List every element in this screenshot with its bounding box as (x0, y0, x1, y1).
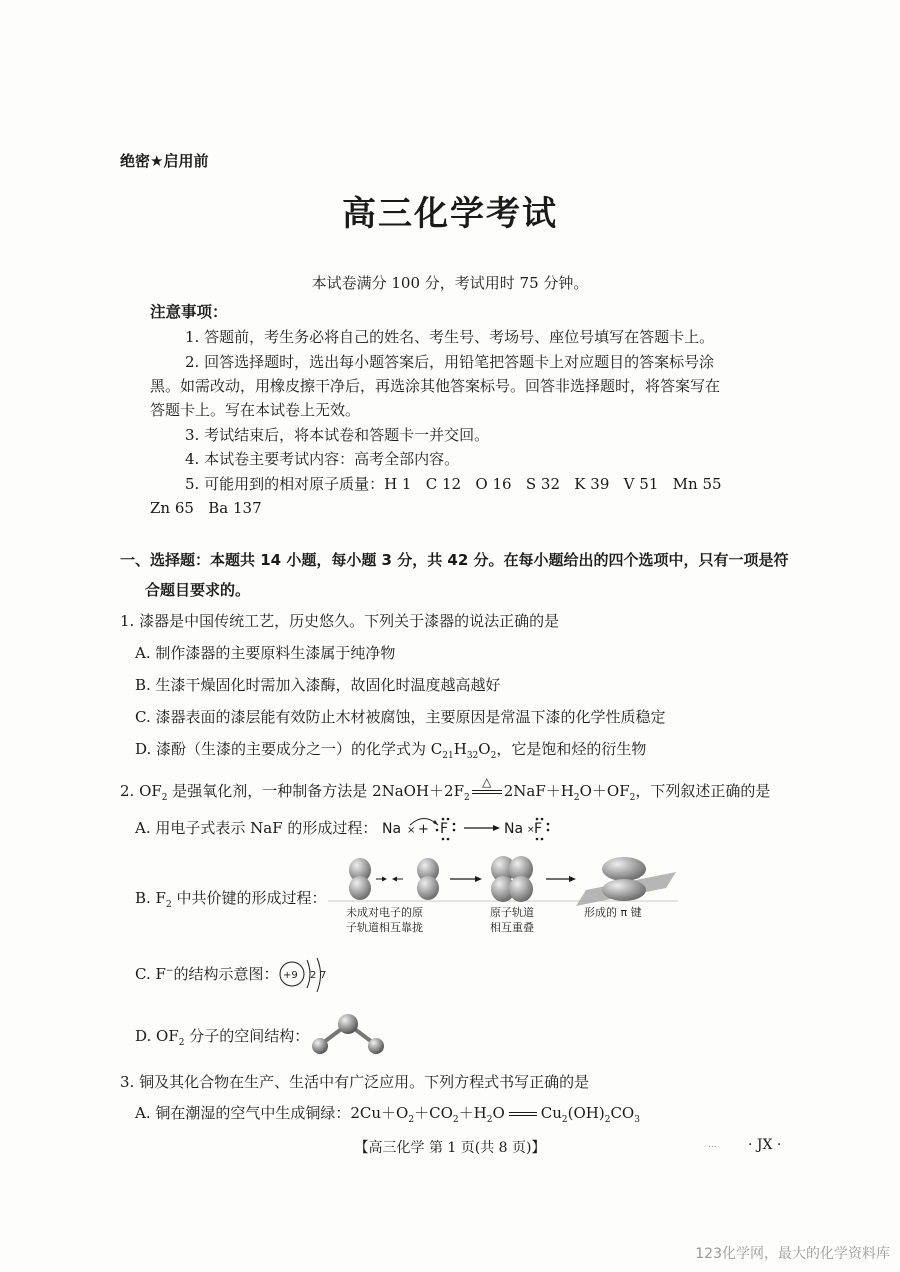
p-orbital-lobe (417, 876, 439, 900)
na-symbol: Na (382, 821, 402, 837)
question-3-stem: 3. 铜及其化合物在生产、生活中有广泛应用。下列方程式书写正确的是 (120, 1073, 590, 1091)
question-2-option-d: D. $OF_2$ 分子的空间结构： (135, 1027, 310, 1048)
f-ion-structure-diagram (277, 956, 329, 996)
notice-item-5: 5. 可能用到的相对原子质量：H 1 C 12 O 16 S 32 K 39 V 51 Mn 55 (185, 475, 722, 493)
f-product: F (534, 821, 543, 837)
f-dot (447, 818, 450, 821)
na-product: Na (504, 821, 524, 837)
question-2-option-a: A. 用电子式表示 NaF 的形成过程： (135, 819, 378, 837)
notice-item-5-cont: Zn 65 Ba 137 (150, 499, 262, 517)
notice-item-2: 2. 回答选择题时，选出每小题答案后，用铅笔把答题卡上对应题目的答案标号涂 (185, 353, 715, 371)
caption-stage-2: 原子轨道 (490, 906, 534, 919)
pi-bond-lobe-upper (602, 857, 646, 881)
f-dot (536, 838, 539, 841)
f-symbol: F (440, 821, 449, 837)
approach-arrow-head (392, 877, 397, 882)
caption-stage-1: 未成对电子的原 (346, 906, 423, 919)
page-footer: 【高三化学 第 1 页(共 8 页)】 (354, 1140, 546, 1156)
naf-electron-formula (380, 810, 560, 844)
shell-2-electrons: 7 (320, 970, 327, 981)
exam-intro: 本试卷满分 100 分，考试用时 75 分钟。 (311, 274, 589, 292)
f-dot (536, 818, 539, 821)
question-1-option-c: C. 漆器表面的漆层能有效防止木材被腐蚀，主要原因是常温下漆的化学性质稳定 (135, 708, 666, 726)
caption-stage-3: 形成的 π 键 (584, 906, 642, 919)
shell-1-electrons: 2 (310, 970, 317, 981)
plus-sign: + (418, 822, 429, 837)
f-dot (547, 829, 550, 832)
f-dot (442, 818, 445, 821)
confidential-label: 绝密★启用前 (120, 152, 209, 170)
equals-sign (505, 1112, 541, 1116)
question-2-stem: 2. $OF_2$ 是强氧化剂，一种制备方法是 $2NaOH+2F_2$ △ $2NaF+H_2O+OF_2$，下列叙述正确的是 (120, 775, 771, 803)
f-dot (436, 829, 439, 832)
question-1-option-d: D. 漆酚（生漆的主要成分之一）的化学式为 $C_{21}H_{32}O_2$，它是饱和烃的衍生物 (135, 740, 647, 761)
f-dot (541, 838, 544, 841)
na-electron: × (407, 825, 416, 836)
stage-arrow-head (569, 876, 576, 882)
caption-stage-1: 子轨道相互靠拢 (346, 921, 423, 934)
f-dot (541, 818, 544, 821)
nuclear-charge: +9 (283, 970, 298, 981)
reaction-arrow-head (493, 825, 500, 831)
f-dot (547, 823, 550, 826)
question-3-option-a: A. 铜在潮湿的空气中生成铜绿：$2Cu+O_2+CO_2+H_2O$ $Cu_2(OH)_2CO_3$ (135, 1104, 640, 1125)
f-dot (453, 829, 456, 832)
notice-item-1: 1. 答题前，考生务必将自己的姓名、考生号、考场号、座位号填写在答题卡上。 (185, 328, 715, 346)
question-2-option-c: C. F−的结构示意图： (135, 965, 279, 983)
pi-bond-lobe-lower (602, 879, 646, 901)
heat-equals-sign: △ (470, 790, 504, 794)
pi-bond-formation-diagram (328, 850, 678, 945)
question-1-stem: 1. 漆器是中国传统工艺，历史悠久。下列关于漆器的说法正确的是 (120, 612, 560, 630)
stage-arrow-head (475, 876, 482, 882)
transferred-electron: × (527, 825, 535, 835)
notice-item-2-end: 答题卡上。写在本试卷上无效。 (150, 401, 361, 419)
f-dot (442, 838, 445, 841)
footer-dots: ... (708, 1140, 717, 1150)
fluorine-atom (312, 1038, 328, 1054)
question-1-option-b: B. 生漆干燥固化时需加入漆酶，故固化时温度越高越好 (135, 676, 501, 694)
f-dot (453, 823, 456, 826)
notice-heading: 注意事项： (150, 303, 228, 321)
notice-item-2-cont: 黑。如需改动，用橡皮擦干净后，再选涂其他答案标号。回答非选择题时，将答案写在 (150, 377, 721, 395)
page-title: 高三化学考试 (342, 194, 558, 234)
section-heading-cont: 合题目要求的。 (145, 581, 251, 599)
section-heading: 一、选择题：本题共 14 小题，每小题 3 分，共 42 分。在每小题给出的四个选项中，只有一项是符 (120, 551, 789, 569)
oxygen-atom (338, 1014, 358, 1034)
notice-item-3: 3. 考试结束后，将本试卷和答题卡一并交回。 (185, 426, 490, 444)
question-2-option-b: B. $F_2$ 中共价键的形成过程： (135, 889, 327, 910)
watermark-text: 123化学网，最大的化学资料库 (695, 1246, 890, 1262)
p-orbital-lobe (349, 876, 371, 900)
notice-item-4: 4. 本试卷主要考试内容：高考全部内容。 (185, 450, 460, 468)
fluorine-atom (368, 1038, 384, 1054)
arrow-head (433, 820, 438, 825)
paper-code: · JX · (748, 1137, 782, 1153)
of2-molecule-model (306, 1008, 391, 1064)
caption-stage-2: 相互重叠 (490, 921, 534, 934)
question-1-option-a: A. 制作漆器的主要原料生漆属于纯净物 (135, 644, 396, 662)
approach-arrow-head (382, 877, 387, 882)
f-dot (447, 838, 450, 841)
p-orbital-lobe (509, 876, 533, 902)
